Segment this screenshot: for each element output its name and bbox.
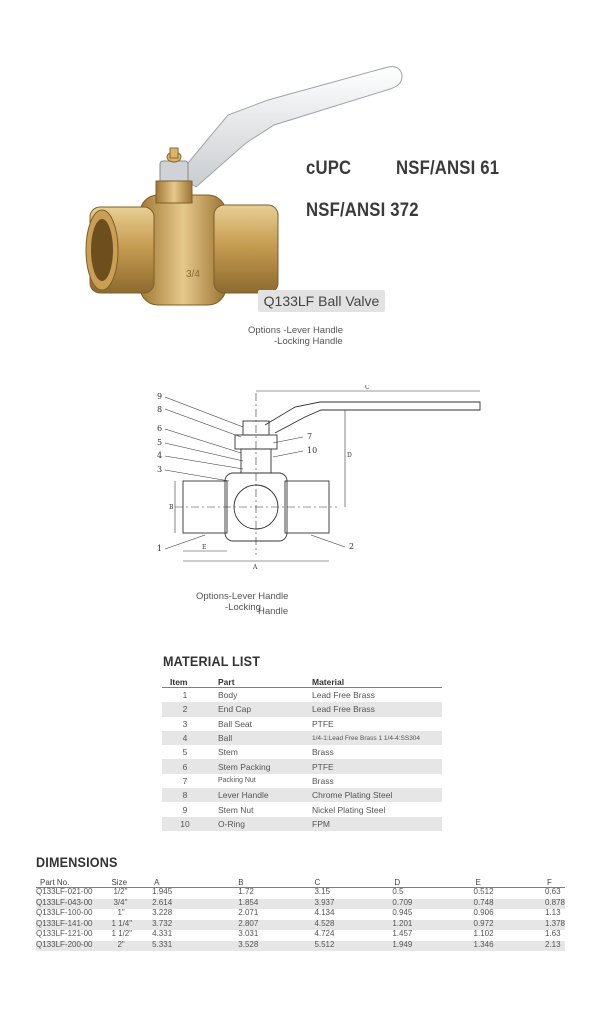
dim-b: B (169, 504, 174, 511)
options-top-line1: Options -Lever Handle (248, 325, 344, 336)
material-row: 9 Stem Nut Nickel Plating Steel (182, 804, 386, 815)
callout-3: 3 (157, 465, 163, 474)
material-header-material: Material (306, 676, 442, 688)
dim-header-a: A (146, 877, 208, 888)
material-row: 8 Lever Handle Chrome Plating Steel (162, 788, 442, 802)
dim-header-b: B (208, 877, 284, 888)
callout-1: 1 (157, 544, 163, 553)
callout-6: 6 (157, 424, 163, 433)
material-row: 3 Ball Seat PTFE (182, 718, 334, 729)
dim-row: Q133LF-200-00 2" 5.331 3.528 5.512 1.949 1.346 2.13 (36, 941, 565, 952)
dimensions-table (36, 877, 565, 951)
options-bottom-line1: Options-Lever Handle (196, 591, 289, 602)
dim-header-size: Size (111, 877, 146, 888)
options-bottom-line2b: Handle (258, 606, 289, 617)
dim-row: Q133LF-100-00 1" 3.228 2.071 4.134 0.945 0.906 1.13 (36, 908, 561, 917)
dim-header-e: E (444, 877, 521, 888)
material-list-title: MATERIAL LIST (163, 653, 261, 669)
valve-photo (78, 55, 456, 315)
material-row: 2 End Cap Lead Free Brass (162, 702, 442, 716)
material-row: 6 Stem Packing PTFE (162, 759, 442, 773)
material-row: 5 Stem Brass (182, 747, 334, 758)
product-title: Q133LF Ball Valve (258, 290, 385, 312)
dim-d: D (347, 452, 352, 459)
material-header-item: Item (162, 676, 208, 688)
dim-header-c: C (284, 877, 364, 888)
callout-5: 5 (157, 438, 163, 447)
callout-10: 10 (307, 446, 318, 455)
dim-c: C (365, 385, 370, 391)
dim-row: Q133LF-121-00 1 1/2" 4.331 3.031 4.724 1.457 1.102 1.63 (36, 929, 561, 938)
dim-row: Q133LF-043-00 3/4" 2.614 1.854 3.937 0.709 0.748 0.878 (36, 899, 565, 910)
callout-7: 7 (307, 432, 313, 441)
material-row: 4 Ball 1/4-1:Lead Free Brass 1 1/4-4:SS304 (162, 731, 442, 745)
dim-e: E (202, 544, 207, 551)
svg-text:3/4: 3/4 (186, 269, 200, 280)
callout-9: 9 (157, 392, 163, 401)
material-header-part: Part (208, 676, 306, 688)
options-bottom-line2a: -Locking (225, 602, 261, 613)
material-row: 10 O-Ring FPM (162, 817, 442, 831)
cert-nsf-372: NSF/ANSI 372 (306, 200, 419, 221)
cert-nsf-61: NSF/ANSI 61 (396, 158, 500, 179)
callout-2: 2 (349, 542, 355, 551)
material-row: 7 Packing Nut Brass (182, 775, 334, 786)
material-row: 1 Body Lead Free Brass (182, 690, 375, 701)
callout-4: 4 (157, 451, 163, 460)
material-list-table (162, 676, 442, 831)
dim-row: Q133LF-021-00 1/2" 1.945 1.72 3.15 0.5 0.512 0.63 (36, 887, 561, 896)
dim-header-f: F (521, 877, 565, 888)
cert-cupc: cUPC (306, 158, 352, 179)
dimensions-title: DIMENSIONS (36, 854, 118, 870)
dim-header-part-no: Part No. (36, 877, 111, 888)
dim-header-d: D (364, 877, 443, 888)
callout-8: 8 (157, 405, 163, 414)
dim-a: A (253, 564, 258, 571)
technical-drawing (145, 385, 490, 575)
dim-row: Q133LF-141-00 1 1/4" 3.732 2.807 4.528 1.201 0.972 1.378 (36, 920, 565, 931)
options-top-line2: -Locking Handle (274, 336, 343, 347)
